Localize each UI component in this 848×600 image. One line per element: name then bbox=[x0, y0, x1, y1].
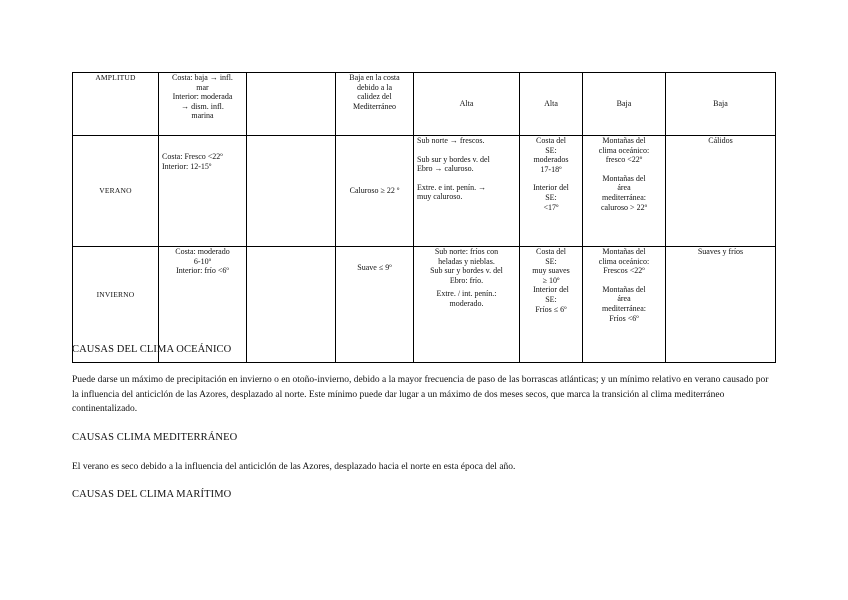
cell-line: 17-18º bbox=[540, 164, 562, 174]
cell-line: Ebro → caluroso. bbox=[417, 164, 474, 174]
cell-line: clima oceánico: bbox=[598, 256, 650, 266]
cell-line: Extre. e int. penín. → bbox=[417, 182, 487, 192]
table-row bbox=[73, 136, 776, 247]
cell-line: Extre. / int. penín.: bbox=[436, 289, 497, 299]
cell-invierno-col6 bbox=[520, 247, 583, 363]
cell-amplitud-col5: Alta bbox=[414, 73, 520, 136]
table-row bbox=[73, 73, 776, 136]
section-title-maritimo: CAUSAS DEL CLIMA MARÍTIMO bbox=[72, 489, 232, 500]
cell-line: marina bbox=[191, 111, 214, 121]
cell-amplitud-col8: Baja bbox=[666, 73, 776, 136]
cell-line: Fríos <6º bbox=[609, 313, 639, 323]
cell-amplitud-col7: Baja bbox=[583, 73, 666, 136]
cell-line: mar bbox=[196, 82, 209, 92]
cell-invierno-col8: Suaves y fríos bbox=[666, 247, 776, 363]
cell-line: Sub sur y bordes v. del bbox=[417, 154, 490, 164]
cell-line: Fríos ≤ 6º bbox=[535, 304, 567, 314]
cell-line: muy suaves bbox=[532, 266, 570, 276]
cell-verano-col5 bbox=[414, 136, 520, 247]
cell-line: clima oceánico: bbox=[598, 145, 650, 155]
cell-line: Frescos <22º bbox=[603, 266, 645, 276]
cell-line: área bbox=[617, 294, 631, 304]
cell-line: mediterránea: bbox=[602, 303, 646, 313]
cell-line: SE: bbox=[545, 192, 557, 202]
cell-line: Costa: Fresco <22º bbox=[162, 152, 223, 161]
cell-line: Montañas del bbox=[602, 247, 646, 256]
row-label-verano: VERANO bbox=[73, 136, 159, 247]
cell-line: Interior: 12-15º bbox=[162, 161, 212, 171]
cell-line: Costa: moderado bbox=[175, 247, 230, 256]
cell-line: Sub sur y bordes v. del bbox=[430, 266, 503, 276]
paragraph-mediterraneo: El verano es seco debido a la influencia del anticiclón de las Azores, desplazado hacia el norte en esta época del año. bbox=[72, 462, 516, 472]
cell-line: 6-10º bbox=[193, 256, 212, 266]
cell-line: muy caluroso. bbox=[417, 192, 463, 202]
row-label-invierno: INVIERNO bbox=[73, 247, 159, 363]
cell-line: Montañas del bbox=[602, 173, 646, 183]
cell-line: Baja en la costa bbox=[349, 73, 400, 82]
header-amplitud: AMPLITUD bbox=[73, 73, 159, 136]
cell-line: → dism. infl. bbox=[181, 101, 224, 111]
cell-amplitud-col4 bbox=[336, 73, 414, 136]
cell-line: Montañas del bbox=[602, 136, 646, 145]
cell-empty bbox=[247, 73, 336, 136]
cell-line: Ebro: frío. bbox=[449, 275, 484, 285]
section-title-oceanico: CAUSAS DEL CLIMA OCEÁNICO bbox=[72, 344, 232, 355]
cell-line: SE: bbox=[545, 294, 557, 304]
section-title-mediterraneo: CAUSAS CLIMA MEDITERRÁNEO bbox=[72, 432, 238, 443]
cell-invierno-col7 bbox=[583, 247, 666, 363]
paragraph-oceanico: Puede darse un máximo de precipitación en invierno o en otoño-invierno, debido a la mayor frecuencia de paso de las borrascas atlánticas; y un mínimo relativo en verano causado por la influencia del anticiclón de las Azores, desplazado al norte. Este mínimo puede dar lugar a un máximo de dos meses secos, que marca la transición al clima mediterráneo continentalizado. bbox=[72, 375, 769, 414]
cell-line: ≥ 10º bbox=[542, 275, 560, 285]
cell-line: Costa del bbox=[536, 247, 566, 256]
cell-line: Mediterráneo bbox=[352, 101, 397, 111]
cell-line: SE: bbox=[545, 256, 557, 266]
climate-table bbox=[72, 72, 776, 363]
cell-invierno-col4: Suave ≤ 9º bbox=[336, 247, 414, 363]
cell-line: debido a la bbox=[356, 82, 393, 92]
cell-empty bbox=[247, 247, 336, 363]
cell-amplitud-col1 bbox=[159, 73, 247, 136]
cell-line: heladas y nieblas. bbox=[438, 256, 495, 266]
cell-line: Interior: frío <6º bbox=[176, 266, 229, 276]
cell-verano-col4: Caluroso ≥ 22 º bbox=[336, 136, 414, 247]
cell-line: Costa: baja → infl. bbox=[172, 73, 233, 82]
cell-line: Sub norte: fríos con bbox=[434, 247, 499, 256]
cell-line: mediterránea: bbox=[602, 192, 646, 202]
cell-line: calidez del bbox=[357, 92, 392, 102]
cell-line: Costa del bbox=[536, 136, 566, 145]
cell-line: área bbox=[617, 183, 631, 193]
cell-verano-col6 bbox=[520, 136, 583, 247]
cell-line: moderado. bbox=[449, 298, 484, 308]
cell-empty bbox=[247, 136, 336, 247]
cell-line: Interior del bbox=[533, 183, 569, 193]
cell-amplitud-col6: Alta bbox=[520, 73, 583, 136]
cell-line: <17º bbox=[543, 202, 559, 212]
cell-line: moderados bbox=[533, 155, 569, 165]
cell-line: Interior: moderada bbox=[172, 92, 233, 102]
cell-line: Interior del bbox=[533, 285, 569, 295]
cell-invierno-col5 bbox=[414, 247, 520, 363]
cell-line: Montañas del bbox=[602, 284, 646, 294]
cell-verano-col8: Cálidos bbox=[666, 136, 776, 247]
cell-line: Sub norte → frescos. bbox=[417, 136, 485, 145]
cell-line: fresco <22º bbox=[605, 155, 643, 165]
cell-verano-col1 bbox=[159, 136, 247, 247]
cell-line: SE: bbox=[545, 145, 557, 155]
cell-line: caluroso > 22º bbox=[600, 202, 648, 212]
cell-verano-col7 bbox=[583, 136, 666, 247]
